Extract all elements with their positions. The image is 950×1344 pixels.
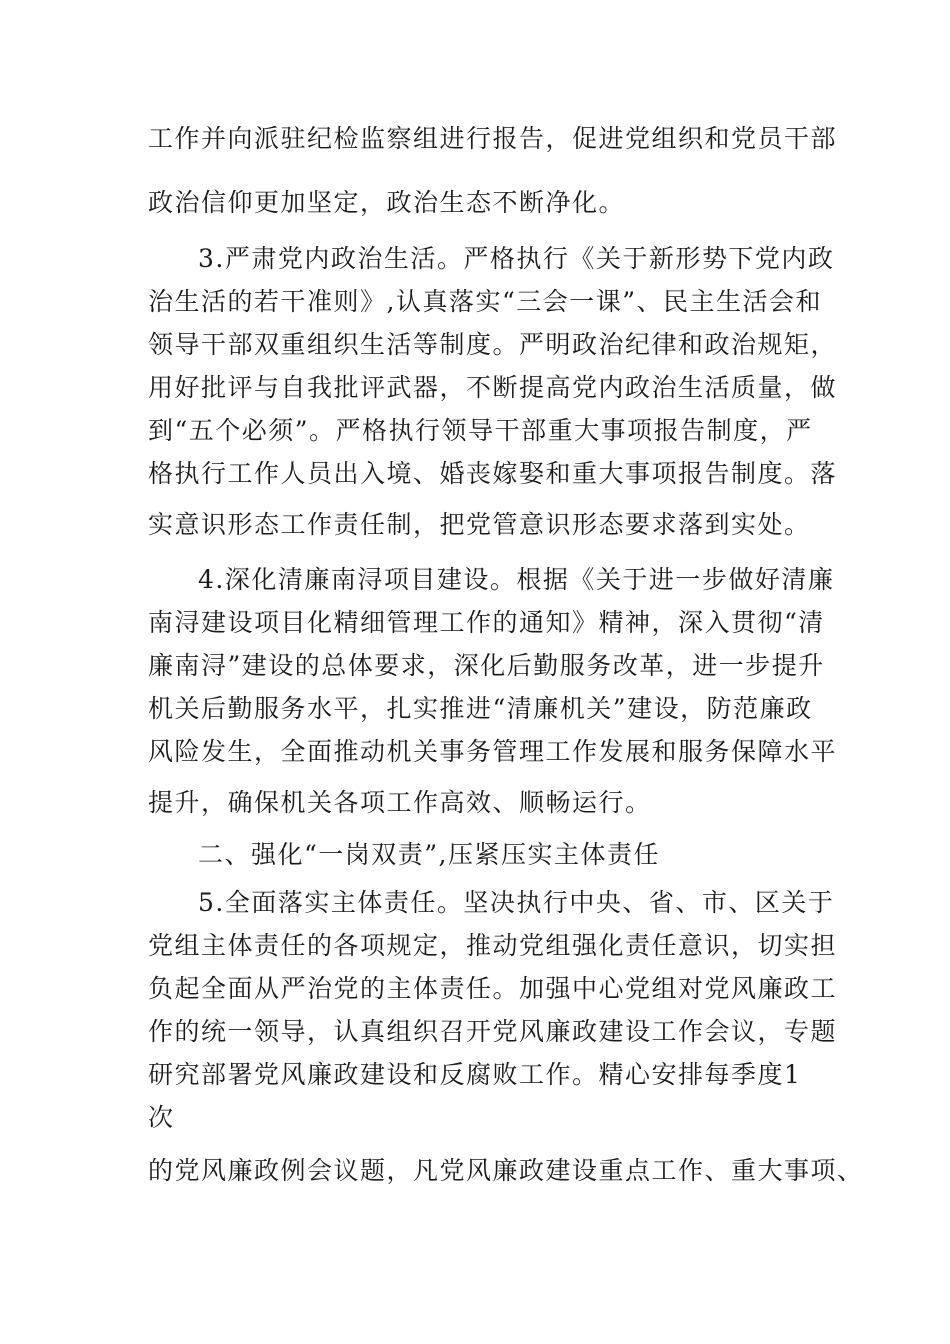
body-text-line: 廉南浔”建设的总体要求，深化后勤服务改革，进一步提升: [148, 651, 825, 680]
body-text-line: 到“五个必须”。严格执行领导干部重大事项报告制度，严: [148, 416, 813, 445]
body-text-line: 用好批评与自我批评武器，不断提高党内政治生活质量，做: [148, 373, 838, 402]
body-text-line: 提升，确保机关各项工作高效、顺畅运行。: [148, 788, 652, 817]
body-text-line: 南浔建设项目化精细管理工作的通知》精神，深入贯彻“清: [148, 608, 825, 637]
body-text-line: 次: [148, 1103, 175, 1132]
section-item-3-heading-line: 3.严肃党内政治生活。严格执行《关于新形势下党内政: [198, 244, 835, 273]
body-text-line: 领导干部双重组织生活等制度。严明政治纪律和政治规矩，: [148, 330, 838, 359]
body-text-line: 机关后勤服务水平，扎实推进“清廉机关”建设，防范廉政: [148, 694, 813, 723]
body-text-line: 格执行工作人员出入境、婚丧嫁娶和重大事项报告制度。落: [148, 459, 838, 488]
body-text-line: 工作并向派驻纪检监察组进行报告，促进党组织和党员干部: [148, 124, 838, 153]
body-text-line: 风险发生，全面推动机关事务管理工作发展和服务保障水平: [148, 737, 838, 766]
body-text-line: 治生活的若干准则》,认真落实“三会一课”、民主生活会和: [148, 287, 823, 316]
body-text-line: 研究部署党风廉政建设和反腐败工作。精心安排每季度1: [148, 1060, 802, 1089]
body-text-line: 的党风廉政例会议题，凡党风廉政建设重点工作、重大事项、: [148, 1156, 864, 1185]
body-text-line: 政治信仰更加坚定，政治生态不断净化。: [148, 188, 626, 217]
body-text-line: 党组主体责任的各项规定，推动党组强化责任意识，切实担: [148, 931, 838, 960]
section-heading-2: 二、强化“一岗双责”,压紧压实主体责任: [198, 840, 661, 869]
section-item-5-heading-line: 5.全面落实主体责任。坚决执行中央、省、市、区关于: [198, 888, 835, 917]
body-text-line: 实意识形态工作责任制，把党管意识形态要求落到实处。: [148, 510, 811, 539]
body-text-line: 作的统一领导，认真组织召开党风廉政建设工作会议，专题: [148, 1017, 838, 1046]
section-item-4-heading-line: 4.深化清廉南浔项目建设。根据《关于进一步做好清廉: [198, 565, 835, 594]
body-text-line: 负起全面从严治党的主体责任。加强中心党组对党风廉政工: [148, 974, 838, 1003]
